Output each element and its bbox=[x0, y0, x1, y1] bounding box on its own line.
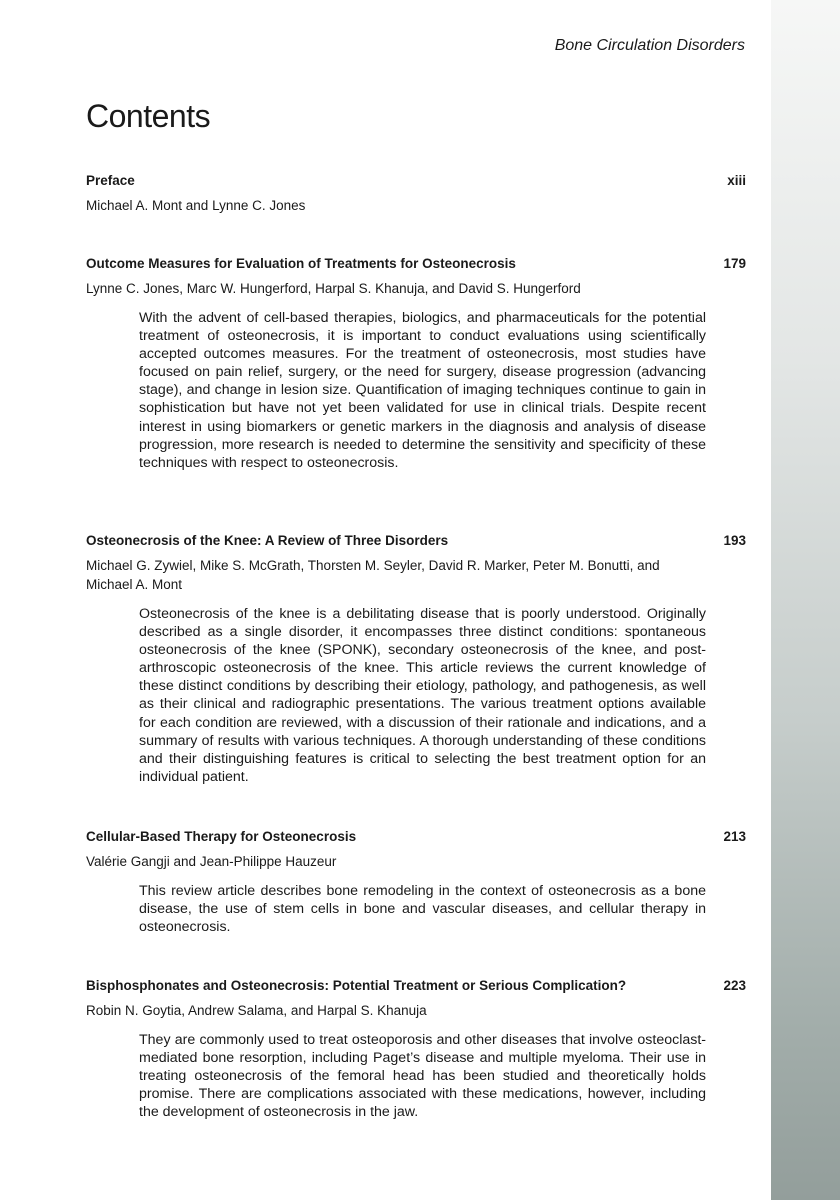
entry-abstract: They are commonly used to treat osteoporosis and other diseases that involve osteoclast-mediated bone resorption, including Paget’s disease and multiple myeloma. Their use in treating osteonecrosis of the femoral head has been studied and theoretically holds promise. There are complications associated with these medications, however, including the development of osteonecrosis in the jaw. bbox=[139, 1032, 706, 1121]
entry-title[interactable]: Cellular-Based Therapy for Osteonecrosis bbox=[86, 829, 357, 844]
entry-title[interactable]: Preface bbox=[86, 173, 135, 188]
entry-page-number[interactable]: 213 bbox=[723, 829, 746, 844]
entry-head bbox=[86, 531, 746, 551]
entry-page-number[interactable]: 223 bbox=[723, 978, 746, 993]
entry-title[interactable]: Osteonecrosis of the Knee: A Review of Three Disorders bbox=[86, 533, 449, 548]
toc-entry-preface[interactable] bbox=[86, 171, 746, 215]
entry-authors: Michael G. Zywiel, Mike S. McGrath, Thorsten M. Seyler, David R. Marker, Peter M. Bonutti, and Michael A. Mont bbox=[86, 558, 660, 592]
entry-page-number[interactable]: xiii bbox=[727, 173, 746, 188]
page-title: Contents bbox=[86, 98, 211, 134]
entry-authors: Robin N. Goytia, Andrew Salama, and Harpal S. Khanuja bbox=[86, 1003, 427, 1018]
entry-authors: Michael A. Mont and Lynne C. Jones bbox=[86, 198, 306, 213]
toc-entry-osteonecrosis-knee[interactable] bbox=[86, 531, 746, 786]
entry-abstract: With the advent of cell-based therapies, biologics, and pharmaceuticals for the potential treatment of osteonecrosis, it is important to conduct evaluations using scientifically accepted outcomes measures. For the treatment of osteonecrosis, most studies have focused on pain relief, surgery, or the need for surgery, disease progression (advancing stage), and change in lesion size. Quantification of imaging techniques continue to gain in sophistication but have not yet been validated for use in clinical trials. Despite recent interest in using biomarkers or genetic markers in the diagnosis and analysis of disease progression, more research is needed to determine the sensitivity and specificity of these techniques with respect to osteonecrosis. bbox=[139, 310, 706, 471]
entry-page-number[interactable]: 179 bbox=[723, 256, 746, 271]
toc-entry-bisphosphonates[interactable] bbox=[86, 976, 746, 1121]
side-gradient-band bbox=[771, 0, 840, 1200]
entry-authors: Lynne C. Jones, Marc W. Hungerford, Harpal S. Khanuja, and David S. Hungerford bbox=[86, 281, 581, 296]
entry-head bbox=[86, 254, 746, 274]
entry-abstract: This review article describes bone remodeling in the context of osteonecrosis as a bone disease, the use of stem cells in bone and vascular diseases, and cellular therapy in osteonecrosis. bbox=[139, 883, 706, 936]
entry-authors: Valérie Gangji and Jean-Philippe Hauzeur bbox=[86, 854, 337, 869]
running-head: Bone Circulation Disorders bbox=[554, 37, 745, 54]
toc-entry-outcome-measures[interactable] bbox=[86, 254, 746, 472]
entry-abstract: Osteonecrosis of the knee is a debilitating disease that is poorly understood. Originally described as a single disorder, it encompasses three distinct conditions: spontaneous osteonecrosis of the knee (SPONK), secondary osteonecrosis of the knee, and post-arthroscopic osteonecrosis of the knee. This article reviews the current knowledge of these distinct conditions by describing their etiology, pathology, and pathogenesis, as well as their clinical and radiographic presentations. The various treatment options available for each condition are reviewed, with a discussion of their rationale and indications, and a summary of results with various techniques. A thorough understanding of these conditions and their distinguishing features is critical to selecting the best treatment option for an individual patient. bbox=[139, 606, 706, 785]
entry-head bbox=[86, 827, 746, 847]
entry-title[interactable]: Outcome Measures for Evaluation of Treatments for Osteonecrosis bbox=[86, 256, 516, 271]
entry-head bbox=[86, 171, 746, 191]
toc-entry-cellular-therapy[interactable] bbox=[86, 827, 746, 936]
entry-title[interactable]: Bisphosphonates and Osteonecrosis: Potential Treatment or Serious Complication? bbox=[86, 978, 627, 993]
entry-page-number[interactable]: 193 bbox=[723, 533, 746, 548]
entry-head bbox=[86, 976, 746, 996]
